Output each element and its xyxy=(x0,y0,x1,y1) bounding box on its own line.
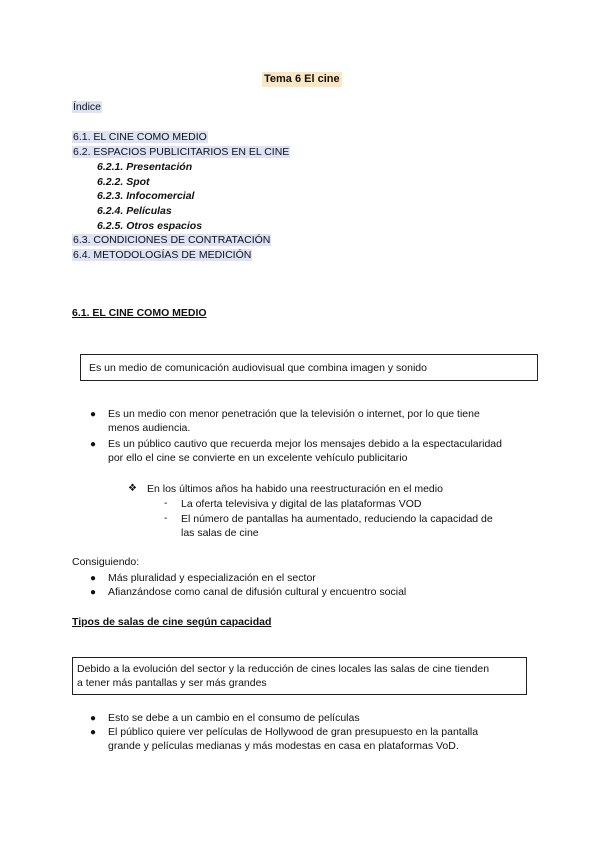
index-item-6-2-2[interactable]: 6.2.2. Spot xyxy=(97,176,150,188)
bullet-icon: ● xyxy=(90,409,97,420)
dash-list-item: La oferta televisiva y digital de las plataformas VOD xyxy=(181,498,422,510)
index-item-6-4[interactable]: 6.4. METODOLOGÍAS DE MEDICIÓN xyxy=(73,249,252,261)
index-item-6-2-1[interactable]: 6.2.1. Presentación xyxy=(97,161,193,173)
definition-box xyxy=(80,354,538,381)
index-item-6-2-5[interactable]: 6.2.5. Otros espacios xyxy=(97,220,203,232)
list-item: Es un público cautivo que recuerda mejor los mensajes debido a la espectacularidad por ello el cine se convierte en un excelente vehículo publicitario xyxy=(108,438,502,464)
index-item-6-3[interactable]: 6.3. CONDICIONES DE CONTRATACIÓN xyxy=(73,234,271,246)
section-heading-tipos: Tipos de salas de cine según capacidad xyxy=(72,616,272,628)
bullet-icon: ● xyxy=(90,713,97,724)
consiguiendo-label: Consiguiendo: xyxy=(72,556,140,568)
diamond-bullet-icon: ❖ xyxy=(128,483,137,494)
page-title: Tema 6 El cine xyxy=(264,73,340,85)
bullet-icon: ● xyxy=(90,439,97,450)
info-box xyxy=(72,657,527,695)
info-text-line: Debido a la evolución del sector y la reducción de cines locales las salas de cine tienden xyxy=(77,663,490,675)
list-item: Más pluralidad y especialización en el sector xyxy=(108,572,316,584)
sub-list-item: En los últimos años ha habido una reestructuración en el medio xyxy=(147,483,443,495)
list-item: Esto se debe a un cambio en el consumo de películas xyxy=(108,712,360,724)
list-item: Es un medio con menor penetración que la televisión o internet, por lo que tiene menos audiencia. xyxy=(108,408,480,434)
index-heading[interactable]: Índice xyxy=(73,101,102,113)
index-item-6-2[interactable]: 6.2. ESPACIOS PUBLICITARIOS EN EL CINE xyxy=(73,146,290,158)
dash-list-item: El número de pantallas ha aumentado, reduciendo la capacidad de las salas de cine xyxy=(181,513,493,539)
list-item: El público quiere ver películas de Hollywood de gran presupuesto en la pantalla grande y películas medianas y más modestas en casa en plataformas VoD. xyxy=(108,726,479,752)
definition-text: Es un medio de comunicación audiovisual que combina imagen y sonido xyxy=(89,362,427,374)
section-heading-6-1: 6.1. EL CINE COMO MEDIO xyxy=(72,307,207,319)
index-item-6-2-4[interactable]: 6.2.4. Películas xyxy=(97,205,172,217)
bullet-icon: ● xyxy=(90,587,97,598)
list-item: Afianzándose como canal de difusión cultural y encuentro social xyxy=(108,586,407,598)
dash-bullet-icon: - xyxy=(164,512,168,524)
bullet-icon: ● xyxy=(90,727,97,738)
index-item-6-1[interactable]: 6.1. EL CINE COMO MEDIO xyxy=(73,131,207,143)
index-item-6-2-3[interactable]: 6.2.3. Infocomercial xyxy=(97,190,195,202)
bullet-icon: ● xyxy=(90,573,97,584)
dash-bullet-icon: - xyxy=(164,497,168,509)
info-text-line: a tener más pantallas y ser más grandes xyxy=(77,677,267,689)
